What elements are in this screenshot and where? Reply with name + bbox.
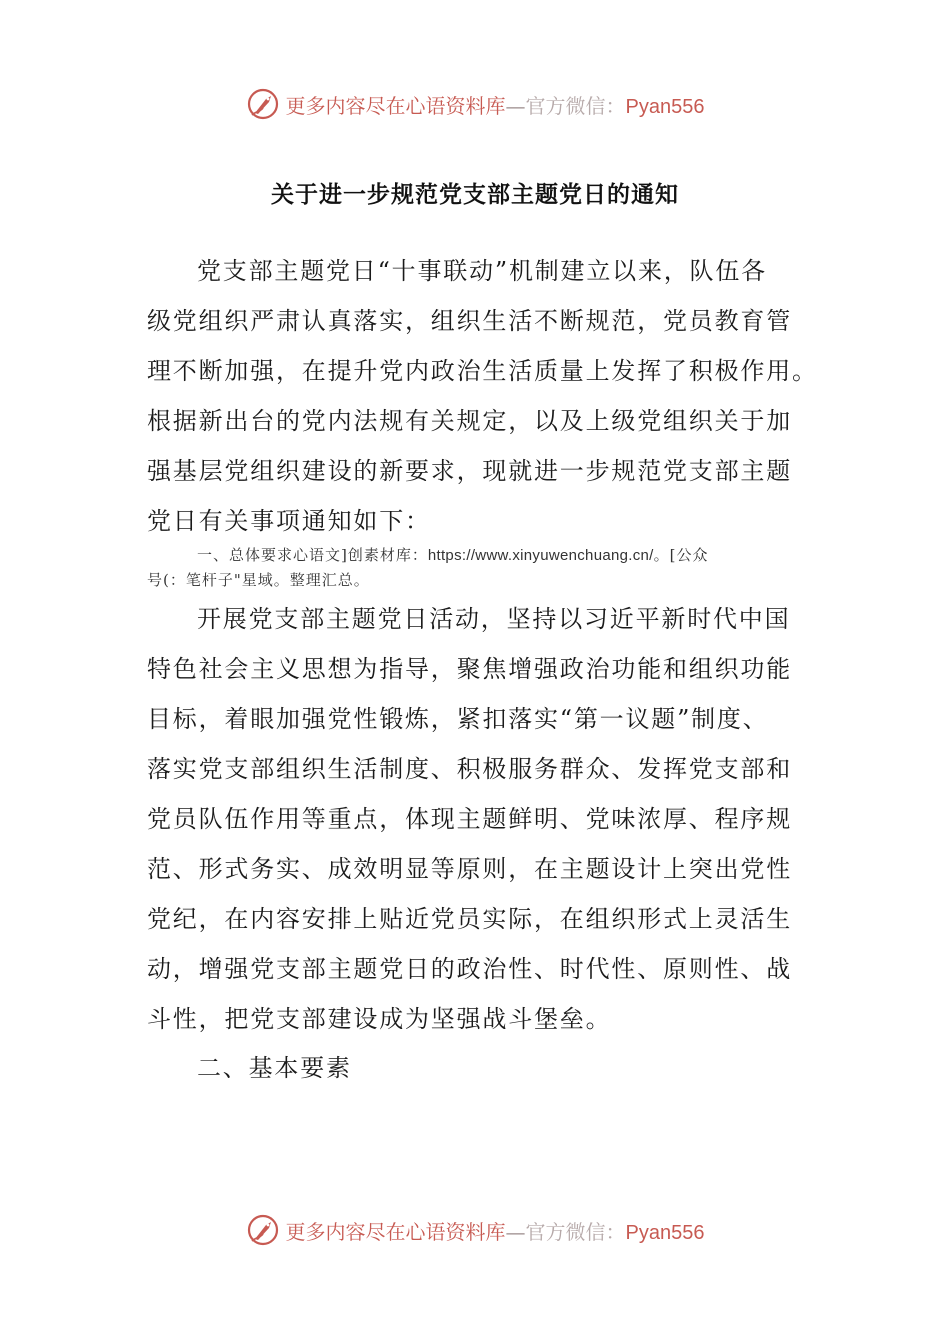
intro-line: 根据新出台的党内法规有关规定，以及上级党组织关于加 (147, 407, 792, 435)
banner-dash: — (505, 1219, 526, 1244)
body-line: 动，增强党支部主题党日的政治性、时代性、原则性、战 (147, 955, 792, 983)
section1-url: https://www.xinyuwenchuang.cn/ (427, 547, 654, 564)
section1-suffix: 。[公众 (653, 546, 709, 564)
banner-wechat-id: Pyan556 (625, 95, 705, 118)
body-line: 党纪，在内容安排上贴近党员实际，在组织形式上灵活生 (147, 905, 792, 933)
intro-line: 强基层党组织建设的新要求，现就进一步规范党支部主题 (147, 457, 792, 485)
intro-paragraph (147, 246, 818, 546)
banner-text (286, 90, 705, 119)
pen-nib-circle-icon (246, 87, 280, 121)
header-watermark-banner (0, 82, 950, 126)
intro-line: 党日有关事项通知如下： (147, 507, 431, 535)
pen-nib-circle-icon (246, 1213, 280, 1247)
banner-dash: — (505, 93, 526, 118)
body-line: 落实党支部组织生活制度、积极服务群众、发挥党支部和 (147, 755, 792, 783)
body-line: 目标，着眼加强党性锻炼，紧扣落实“第一议题”制度、 (147, 705, 769, 733)
section1-heading-line (147, 543, 807, 568)
intro-line: 级党组织严肃认真落实，组织生活不断规范，党员教育管 (147, 307, 792, 335)
body-line: 特色社会主义思想为指导，聚焦增强政治功能和组织功能 (147, 655, 792, 683)
footer-watermark-banner (0, 1208, 950, 1252)
intro-line: 理不断加强，在提升党内政治生活质量上发挥了积极作用。 (147, 357, 818, 385)
banner-wechat-id: Pyan556 (625, 1221, 705, 1244)
banner-text (286, 1216, 705, 1245)
section2-heading: 二、基本要素 (197, 1054, 352, 1082)
intro-line: 党支部主题党日“十事联动”机制建立以来，队伍各 (197, 257, 767, 285)
body-line: 范、形式务实、成效明显等原则，在主题设计上突出党性 (147, 855, 792, 883)
section1-heading (147, 543, 807, 593)
section1-prefix: 一、总体要求心语文]创素材库： (197, 546, 428, 564)
banner-main-text: 更多内容尽在心语资料库 (285, 1219, 506, 1244)
body-paragraph (147, 594, 797, 1044)
banner-wechat-label: 官方微信： (525, 93, 626, 118)
body-line: 党员队伍作用等重点，体现主题鲜明、党味浓厚、程序规 (147, 805, 792, 833)
banner-wechat-label: 官方微信： (525, 1219, 626, 1244)
body-line: 斗性，把党支部建设成为坚强战斗堡垒。 (147, 1005, 612, 1033)
section1-heading-line2: 号(：笔杆子"星域。整理汇总。 (147, 571, 370, 589)
banner-main-text: 更多内容尽在心语资料库 (285, 93, 506, 118)
body-line: 开展党支部主题党日活动，坚持以习近平新时代中国 (197, 605, 791, 633)
document-title: 关于进一步规范党支部主题党日的通知 (271, 182, 679, 208)
